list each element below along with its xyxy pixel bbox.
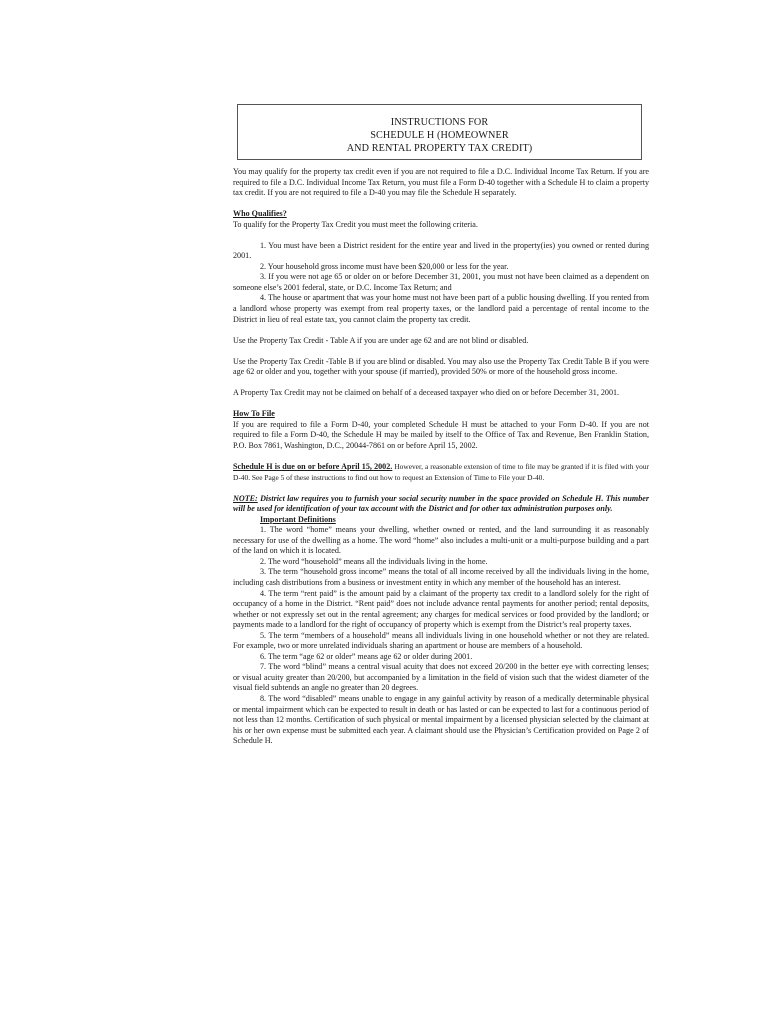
definition-item-7: 7. The word “blind” means a central visual acuity that does not exceed 20/200 in the better eye with correcting lenses; or visual acuity greater than 20/200, but accompanied by a limitation in the field of vision such that the widest diameter of the visual field subtends an angle no greater than 20 degrees. [233,662,649,693]
definition-item-2: 2. The word “household” means all the individuals living in the home. [260,556,488,566]
definition-item-3: 3. The term “household gross income” means the total of all income received by all the individuals living in the home, including cash distributions from a business or investment entity in which any member of the household has an interest. [233,567,649,587]
instructions-page [233,104,649,747]
table-b-paragraph: Use the Property Tax Credit -Table B if you are blind or disabled. You may also use the Property Tax Credit Table B if you were age 62 or older and you, together with your spouse (if married), provided 50% or more of the household gross income. [233,356,649,377]
due-date-paragraph [233,462,649,483]
note-label: NOTE: [233,493,258,503]
who-qualifies-lead: To qualify for the Property Tax Credit you must meet the following criteria. [233,219,478,229]
definition-item-5: 5. The term “members of a household” means all individuals living in one household whether or not they are related. For example, two or more unrelated individuals sharing an apartment or house are members of a household. [233,630,649,651]
criteria-item-1: 1. You must have been a District resident for the entire year and lived in the property(ies) you owned or rented during 2001. [233,240,649,261]
ssn-note [233,494,649,515]
how-to-file-heading: How To File [233,409,275,419]
definition-item-1: 1. The word “home” means your dwelling, whether owned or rented, and the land surrounding it as reasonably necessary for use of the dwelling as a home. The word “home” also includes a multi-unit or a multi-purpose building and a part of the land on which it is located. [233,525,649,556]
definitions-heading: Important Definitions [260,514,336,524]
due-date-text: However, a reasonable extension of time to file may be granted if it is filed with your D-40. See Page 5 of these instructions to find out how to request an Extension of Time to File your D-40. [233,461,649,482]
criteria-item-3: 3. If you were not age 65 or older on or before December 31, 2001, you must not have been claimed as a dependent on someone else’s 2001 federal, state, or D.C. Income Tax Return; and [233,272,649,292]
instructions-body [233,167,649,747]
criteria-item-4: 4. The house or apartment that was your home must not have been part of a public housing dwelling. If you rented from a landlord whose property was exempt from real property taxes, or the landlord paid a percentage of rental income to the District in lieu of real estate tax, you cannot claim the property tax credit. [233,293,649,324]
intro-paragraph: You may qualify for the property tax credit even if you are not required to file a D.C. Individual Income Tax Return. If you are required to file a D.C. Individual Income Tax Return, you must file a Form D-40 together with a Schedule H to claim a property tax credit. If you are not required to file a D-40 you may file the Schedule H separately. [233,167,649,198]
who-qualifies-heading: Who Qualifies? [233,209,287,219]
definition-item-4: 4. The term “rent paid” is the amount paid by a claimant of the property tax credit to a landlord solely for the right of occupancy of a home in the District. “Rent paid” does not include advance rental payments for another period; rental deposits, whether or not expressly set out in the rental agreement; any charges for medical services or food provided by the landlord; or payments made to a landlord for the right of occupancy of property which is exempt from the District’s real property taxes. [233,588,649,630]
table-a-paragraph: Use the Property Tax Credit - Table A if you are under age 62 and are not blind or disabled. [233,335,529,345]
due-date-label: Schedule H is due on or before April 15, 2002. [233,461,393,471]
criteria-item-2: 2. Your household gross income must have been $20,000 or less for the year. [260,261,509,271]
note-text: District law requires you to furnish your social security number in the space provided on Schedule H. This number will be used for identification of your tax account with the District and for other tax administration purposes only. [233,493,649,514]
definition-item-6: 6. The term “age 62 or older” means age 62 or older during 2001. [260,651,473,661]
deceased-paragraph: A Property Tax Credit may not be claimed on behalf of a deceased taxpayer who died on or before December 31, 2001. [233,388,620,398]
title-line-2: SCHEDULE H (HOMEOWNER [370,130,509,141]
title-line-1: INSTRUCTIONS FOR [390,117,489,128]
title-line-3: AND RENTAL PROPERTY TAX CREDIT) [346,143,533,154]
definition-item-8: 8. The word “disabled” means unable to engage in any gainful activity by reason of a medically determinable physical or mental impairment which can be expected to result in death or has lasted or can be expected to last for a continuous period of not less than 12 months. Certification of such physical or mental impairment by a licensed physician selected by the claimant at his or her own expense must be submitted each year. A claimant should use the Physician’s Certification provided on Page 2 of Schedule H. [233,693,649,746]
title-box [237,104,642,160]
how-to-file-paragraph: If you are required to file a Form D-40, your completed Schedule H must be attached to your Form D-40. If you are not required to file a Form D-40, the Schedule H may be mailed by itself to the Office of Tax and Revenue, Ben Franklin Station, P.O. Box 7861, Washington, D.C., 20044-7861 on or before April 15, 2002. [233,419,649,450]
